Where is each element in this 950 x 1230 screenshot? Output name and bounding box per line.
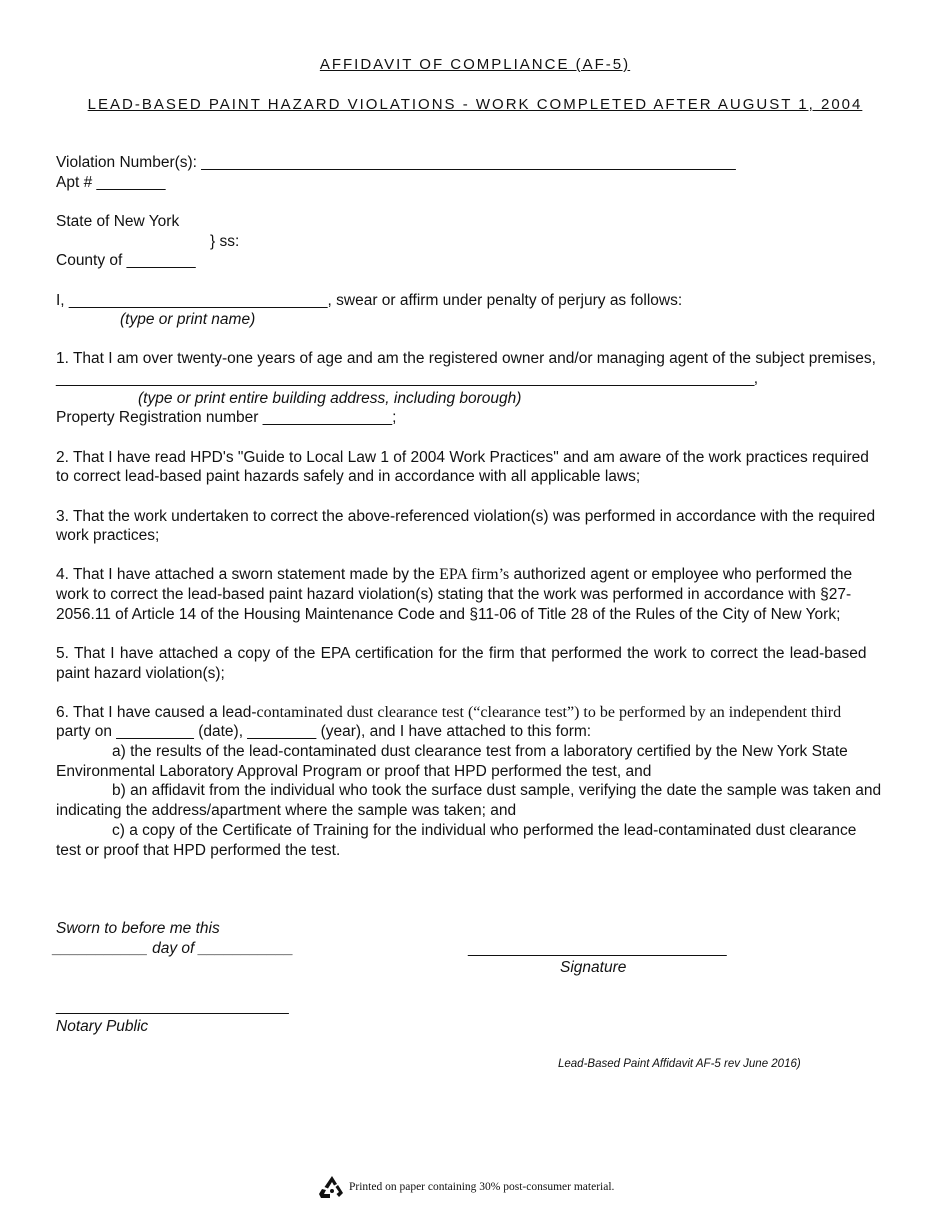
address-line: _______________________________________________________________________________________, — [56, 370, 758, 387]
item-6-line-1 — [56, 703, 841, 723]
notary-line: ___________________________ — [56, 998, 289, 1015]
item-5-line-1: 5. That I have attached a copy of the EPA certification for the firm that performed the work to correct the lead-based — [56, 645, 867, 662]
item-6-text-a: 6. That I have caused a lead- — [56, 704, 257, 721]
notary-label: Notary Public — [56, 1018, 149, 1035]
item-6-text-b: contaminated dust clearance test (“clearance test”) to be performed by an independent third — [256, 704, 842, 721]
signature-line: ______________________________ — [468, 940, 727, 957]
document-title: AFFIDAVIT OF COMPLIANCE (AF-5) — [319, 56, 631, 73]
item-3-line-2: work practices; — [56, 527, 160, 544]
document-subtitle: LEAD-BASED PAINT HAZARD VIOLATIONS - WORK COMPLETED AFTER AUGUST 1, 2004 — [87, 96, 863, 113]
item-4-text-a: 4. That I have attached a sworn statement made by the — [56, 566, 440, 583]
property-registration-field: Property Registration number _______________; — [56, 409, 397, 426]
swear-statement: I, ______________________________, swear or affirm under penalty of perjury as follows: — [56, 292, 683, 309]
name-hint: (type or print name) — [120, 311, 256, 328]
violation-numbers-field: Violation Number(s): ______________________________________________________________ — [56, 154, 736, 171]
revision-note: Lead-Based Paint Affidavit AF-5 rev June 2016) — [558, 1058, 801, 1070]
recycle-notice — [318, 1175, 614, 1199]
recycle-icon — [318, 1175, 346, 1199]
county-field: County of ________ — [56, 252, 196, 269]
item-2-line-1: 2. That I have read HPD's "Guide to Local Law 1 of 2004 Work Practices" and am aware of the work practices required — [56, 449, 869, 466]
item-6c-line-2: test or proof that HPD performed the test. — [56, 842, 341, 859]
item-5-line-2: paint hazard violation(s); — [56, 665, 225, 682]
item-6a-line-2: Environmental Laboratory Approval Program or proof that HPD performed the test, and — [56, 763, 652, 780]
address-hint: (type or print entire building address, including borough) — [138, 390, 522, 407]
item-6a-line-1: a) the results of the lead-contaminated dust clearance test from a laboratory certified by the New York State — [112, 743, 848, 760]
item-6c-line-1: c) a copy of the Certificate of Training for the individual who performed the lead-contaminated dust clearance — [112, 822, 857, 839]
item-3-line-1: 3. That the work undertaken to correct the above-referenced violation(s) was performed in accordance with the required — [56, 508, 876, 525]
item-4-line-3: 2056.11 of Article 14 of the Housing Maintenance Code and §11-06 of Title 28 of the Rules of the City of New York; — [56, 606, 841, 623]
item-6b-line-2: indicating the address/apartment where the sample was taken; and — [56, 802, 517, 819]
item-6-line-2: party on _________ (date), ________ (year), and I have attached to this form: — [56, 723, 592, 740]
item-4-line-2: work to correct the lead-based paint hazard violation(s) stating that the work was performed in accordance with §27- — [56, 586, 852, 603]
item-1-line-1: 1. That I am over twenty-one years of age and am the registered owner and/or managing agent of the subject premises, — [56, 350, 876, 367]
recycle-text: Printed on paper containing 30% post-consumer material. — [349, 1181, 615, 1193]
signature-label: Signature — [560, 959, 627, 976]
apt-field: Apt # ________ — [56, 174, 166, 191]
state-label: State of New York — [56, 213, 180, 230]
item-4-line-1 — [56, 565, 852, 585]
item-2-line-2: to correct lead-based paint hazards safely and in accordance with all applicable laws; — [56, 468, 641, 485]
ss-label: } ss: — [210, 233, 240, 250]
sworn-label: Sworn to before me this — [56, 920, 220, 937]
item-4-text-c: authorized agent or employee who performed the — [509, 566, 853, 583]
item-4-text-b: EPA firm’s — [439, 566, 510, 583]
item-6b-line-1: b) an affidavit from the individual who took the surface dust sample, verifying the date the sample was taken and — [112, 782, 882, 799]
sworn-day-line: ___________ day of ___________ — [53, 940, 294, 957]
